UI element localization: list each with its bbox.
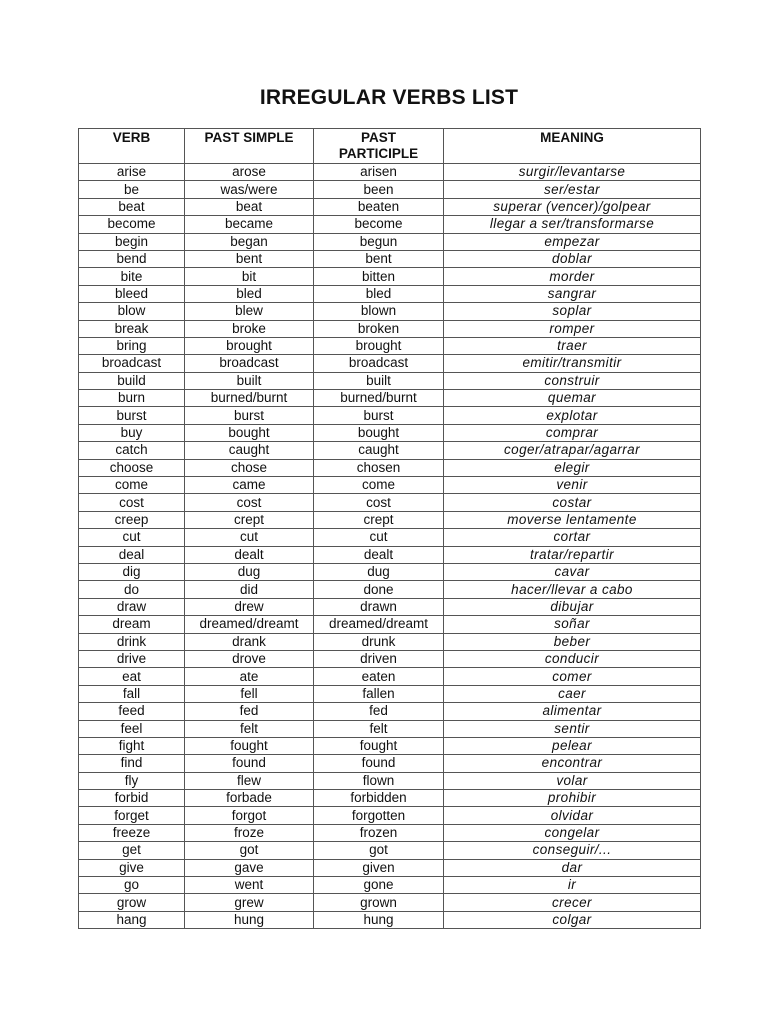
cell-past-participle: crept xyxy=(314,511,444,528)
cell-meaning: conducir xyxy=(444,650,701,667)
cell-past-simple: forbade xyxy=(185,790,314,807)
table-row xyxy=(79,737,701,754)
cell-past-simple: found xyxy=(185,755,314,772)
cell-meaning: congelar xyxy=(444,824,701,841)
cell-verb: bleed xyxy=(79,285,185,302)
cell-past-simple: fell xyxy=(185,685,314,702)
cell-verb: be xyxy=(79,181,185,198)
cell-past-participle: fed xyxy=(314,703,444,720)
cell-verb: eat xyxy=(79,668,185,685)
table-row xyxy=(79,320,701,337)
cell-verb: catch xyxy=(79,442,185,459)
table-row xyxy=(79,337,701,354)
cell-past-participle: flown xyxy=(314,772,444,789)
cell-past-simple: went xyxy=(185,877,314,894)
table-row xyxy=(79,563,701,580)
page-title: IRREGULAR VERBS LIST xyxy=(259,86,519,109)
table-row xyxy=(79,216,701,233)
header-row xyxy=(79,129,701,164)
cell-verb: begin xyxy=(79,233,185,250)
cell-verb: buy xyxy=(79,424,185,441)
cell-verb: build xyxy=(79,372,185,389)
cell-past-participle: come xyxy=(314,477,444,494)
cell-past-simple: bought xyxy=(185,424,314,441)
cell-past-participle: bought xyxy=(314,424,444,441)
table-row xyxy=(79,233,701,250)
cell-past-participle: fallen xyxy=(314,685,444,702)
cell-past-simple: dealt xyxy=(185,546,314,563)
cell-past-participle: broken xyxy=(314,320,444,337)
cell-meaning: quemar xyxy=(444,390,701,407)
cell-meaning: prohibir xyxy=(444,790,701,807)
cell-past-participle: brought xyxy=(314,337,444,354)
cell-verb: forbid xyxy=(79,790,185,807)
cell-past-participle: grown xyxy=(314,894,444,911)
cell-verb: bite xyxy=(79,268,185,285)
cell-past-participle: burned/burnt xyxy=(314,390,444,407)
cell-past-simple: burned/burnt xyxy=(185,390,314,407)
cell-meaning: costar xyxy=(444,494,701,511)
cell-verb: draw xyxy=(79,598,185,615)
cell-past-simple: hung xyxy=(185,911,314,928)
cell-past-participle: gone xyxy=(314,877,444,894)
cell-past-participle: become xyxy=(314,216,444,233)
table-row xyxy=(79,268,701,285)
cell-verb: choose xyxy=(79,459,185,476)
cell-past-participle: hung xyxy=(314,911,444,928)
cell-past-participle: forgotten xyxy=(314,807,444,824)
table-row xyxy=(79,546,701,563)
cell-past-simple: cut xyxy=(185,529,314,546)
cell-past-participle: beaten xyxy=(314,198,444,215)
cell-past-participle: cost xyxy=(314,494,444,511)
cell-verb: beat xyxy=(79,198,185,215)
table-row xyxy=(79,894,701,911)
cell-verb: dream xyxy=(79,616,185,633)
irregular-verbs-table xyxy=(78,128,701,929)
cell-past-simple: grew xyxy=(185,894,314,911)
cell-past-simple: drove xyxy=(185,650,314,667)
cell-past-simple: was/were xyxy=(185,181,314,198)
cell-past-participle: begun xyxy=(314,233,444,250)
cell-past-participle: dug xyxy=(314,563,444,580)
cell-verb: burst xyxy=(79,407,185,424)
cell-past-simple: cost xyxy=(185,494,314,511)
cell-verb: creep xyxy=(79,511,185,528)
table-row xyxy=(79,877,701,894)
cell-meaning: morder xyxy=(444,268,701,285)
cell-meaning: romper xyxy=(444,320,701,337)
cell-meaning: llegar a ser/transformarse xyxy=(444,216,701,233)
cell-past-participle: done xyxy=(314,581,444,598)
cell-past-simple: gave xyxy=(185,859,314,876)
table-row xyxy=(79,807,701,824)
cell-verb: freeze xyxy=(79,824,185,841)
cell-verb: fight xyxy=(79,737,185,754)
cell-verb: drive xyxy=(79,650,185,667)
cell-verb: grow xyxy=(79,894,185,911)
cell-meaning: comer xyxy=(444,668,701,685)
cell-past-participle: got xyxy=(314,842,444,859)
cell-past-simple: beat xyxy=(185,198,314,215)
cell-meaning: ser/estar xyxy=(444,181,701,198)
cell-past-participle: forbidden xyxy=(314,790,444,807)
cell-verb: do xyxy=(79,581,185,598)
table-row xyxy=(79,181,701,198)
cell-meaning: dar xyxy=(444,859,701,876)
cell-meaning: cavar xyxy=(444,563,701,580)
cell-past-participle: been xyxy=(314,181,444,198)
cell-meaning: tratar/repartir xyxy=(444,546,701,563)
cell-past-participle: cut xyxy=(314,529,444,546)
cell-past-simple: came xyxy=(185,477,314,494)
header-past-participle: PAST PARTICIPLE xyxy=(314,129,444,164)
cell-meaning: comprar xyxy=(444,424,701,441)
cell-past-simple: drank xyxy=(185,633,314,650)
cell-past-participle: given xyxy=(314,859,444,876)
cell-verb: dig xyxy=(79,563,185,580)
table-row xyxy=(79,668,701,685)
cell-meaning: caer xyxy=(444,685,701,702)
cell-meaning: elegir xyxy=(444,459,701,476)
table-row xyxy=(79,720,701,737)
cell-verb: get xyxy=(79,842,185,859)
cell-meaning: superar (vencer)/golpear xyxy=(444,198,701,215)
cell-past-participle: fought xyxy=(314,737,444,754)
cell-past-simple: built xyxy=(185,372,314,389)
cell-verb: feed xyxy=(79,703,185,720)
cell-past-participle: drawn xyxy=(314,598,444,615)
cell-verb: go xyxy=(79,877,185,894)
cell-past-simple: got xyxy=(185,842,314,859)
cell-verb: cut xyxy=(79,529,185,546)
table-row xyxy=(79,529,701,546)
table-row xyxy=(79,685,701,702)
cell-past-simple: chose xyxy=(185,459,314,476)
cell-meaning: conseguir/... xyxy=(444,842,701,859)
cell-past-simple: brought xyxy=(185,337,314,354)
cell-verb: burn xyxy=(79,390,185,407)
cell-past-simple: dreamed/dreamt xyxy=(185,616,314,633)
cell-past-simple: bled xyxy=(185,285,314,302)
table-row xyxy=(79,511,701,528)
cell-verb: broadcast xyxy=(79,355,185,372)
cell-verb: arise xyxy=(79,164,185,181)
cell-past-simple: drew xyxy=(185,598,314,615)
cell-meaning: olvidar xyxy=(444,807,701,824)
cell-past-simple: broke xyxy=(185,320,314,337)
cell-verb: fall xyxy=(79,685,185,702)
cell-past-participle: chosen xyxy=(314,459,444,476)
cell-past-participle: caught xyxy=(314,442,444,459)
cell-meaning: encontrar xyxy=(444,755,701,772)
cell-meaning: empezar xyxy=(444,233,701,250)
cell-meaning: surgir/levantarse xyxy=(444,164,701,181)
table-row xyxy=(79,494,701,511)
table-row xyxy=(79,285,701,302)
header-verb: VERB xyxy=(79,129,185,164)
cell-past-simple: crept xyxy=(185,511,314,528)
cell-meaning: sangrar xyxy=(444,285,701,302)
cell-past-participle: dreamed/dreamt xyxy=(314,616,444,633)
cell-verb: bend xyxy=(79,250,185,267)
table-row xyxy=(79,303,701,320)
cell-past-simple: flew xyxy=(185,772,314,789)
cell-past-simple: fought xyxy=(185,737,314,754)
cell-meaning: pelear xyxy=(444,737,701,754)
table-row xyxy=(79,616,701,633)
cell-meaning: moverse lentamente xyxy=(444,511,701,528)
cell-past-simple: bent xyxy=(185,250,314,267)
table-row xyxy=(79,842,701,859)
cell-past-simple: arose xyxy=(185,164,314,181)
table-row xyxy=(79,911,701,928)
cell-past-participle: broadcast xyxy=(314,355,444,372)
cell-past-participle: driven xyxy=(314,650,444,667)
table-row xyxy=(79,250,701,267)
table-row xyxy=(79,790,701,807)
cell-past-participle: felt xyxy=(314,720,444,737)
cell-verb: break xyxy=(79,320,185,337)
cell-past-simple: bit xyxy=(185,268,314,285)
cell-verb: forget xyxy=(79,807,185,824)
cell-meaning: beber xyxy=(444,633,701,650)
cell-meaning: hacer/llevar a cabo xyxy=(444,581,701,598)
table-row xyxy=(79,424,701,441)
cell-verb: fly xyxy=(79,772,185,789)
cell-verb: blow xyxy=(79,303,185,320)
cell-past-participle: burst xyxy=(314,407,444,424)
cell-past-simple: felt xyxy=(185,720,314,737)
cell-past-participle: arisen xyxy=(314,164,444,181)
cell-past-participle: blown xyxy=(314,303,444,320)
table-row xyxy=(79,390,701,407)
cell-past-simple: ate xyxy=(185,668,314,685)
cell-verb: give xyxy=(79,859,185,876)
cell-past-simple: dug xyxy=(185,563,314,580)
cell-verb: find xyxy=(79,755,185,772)
cell-verb: feel xyxy=(79,720,185,737)
cell-meaning: sentir xyxy=(444,720,701,737)
table-row xyxy=(79,477,701,494)
cell-past-participle: bitten xyxy=(314,268,444,285)
table-header xyxy=(79,129,701,164)
cell-past-participle: frozen xyxy=(314,824,444,841)
cell-meaning: soñar xyxy=(444,616,701,633)
table-row xyxy=(79,355,701,372)
cell-meaning: alimentar xyxy=(444,703,701,720)
table-row xyxy=(79,598,701,615)
cell-past-participle: bled xyxy=(314,285,444,302)
table-row xyxy=(79,772,701,789)
cell-meaning: venir xyxy=(444,477,701,494)
cell-past-simple: burst xyxy=(185,407,314,424)
cell-meaning: construir xyxy=(444,372,701,389)
cell-past-simple: caught xyxy=(185,442,314,459)
cell-past-participle: built xyxy=(314,372,444,389)
cell-meaning: explotar xyxy=(444,407,701,424)
cell-meaning: crecer xyxy=(444,894,701,911)
table-row xyxy=(79,459,701,476)
cell-verb: bring xyxy=(79,337,185,354)
cell-past-participle: dealt xyxy=(314,546,444,563)
table-row xyxy=(79,581,701,598)
cell-past-simple: fed xyxy=(185,703,314,720)
cell-meaning: coger/atrapar/agarrar xyxy=(444,442,701,459)
cell-meaning: emitir/transmitir xyxy=(444,355,701,372)
cell-meaning: volar xyxy=(444,772,701,789)
cell-meaning: soplar xyxy=(444,303,701,320)
cell-verb: drink xyxy=(79,633,185,650)
cell-verb: come xyxy=(79,477,185,494)
cell-meaning: ir xyxy=(444,877,701,894)
header-meaning: MEANING xyxy=(444,129,701,164)
cell-meaning: dibujar xyxy=(444,598,701,615)
cell-verb: become xyxy=(79,216,185,233)
cell-past-participle: eaten xyxy=(314,668,444,685)
table-row xyxy=(79,164,701,181)
cell-verb: hang xyxy=(79,911,185,928)
table-body xyxy=(79,164,701,929)
header-past-simple: PAST SIMPLE xyxy=(185,129,314,164)
cell-past-simple: did xyxy=(185,581,314,598)
cell-past-simple: became xyxy=(185,216,314,233)
table-row xyxy=(79,824,701,841)
cell-past-simple: broadcast xyxy=(185,355,314,372)
cell-past-participle: found xyxy=(314,755,444,772)
cell-meaning: cortar xyxy=(444,529,701,546)
cell-verb: deal xyxy=(79,546,185,563)
cell-meaning: traer xyxy=(444,337,701,354)
cell-past-simple: froze xyxy=(185,824,314,841)
table-row xyxy=(79,442,701,459)
table-row xyxy=(79,198,701,215)
cell-past-simple: blew xyxy=(185,303,314,320)
table-row xyxy=(79,755,701,772)
cell-past-participle: drunk xyxy=(314,633,444,650)
table-row xyxy=(79,859,701,876)
cell-meaning: colgar xyxy=(444,911,701,928)
table-row xyxy=(79,633,701,650)
cell-past-simple: forgot xyxy=(185,807,314,824)
cell-meaning: doblar xyxy=(444,250,701,267)
table-row xyxy=(79,650,701,667)
table-row xyxy=(79,407,701,424)
cell-past-simple: began xyxy=(185,233,314,250)
cell-past-participle: bent xyxy=(314,250,444,267)
table-row xyxy=(79,372,701,389)
cell-verb: cost xyxy=(79,494,185,511)
table-row xyxy=(79,703,701,720)
